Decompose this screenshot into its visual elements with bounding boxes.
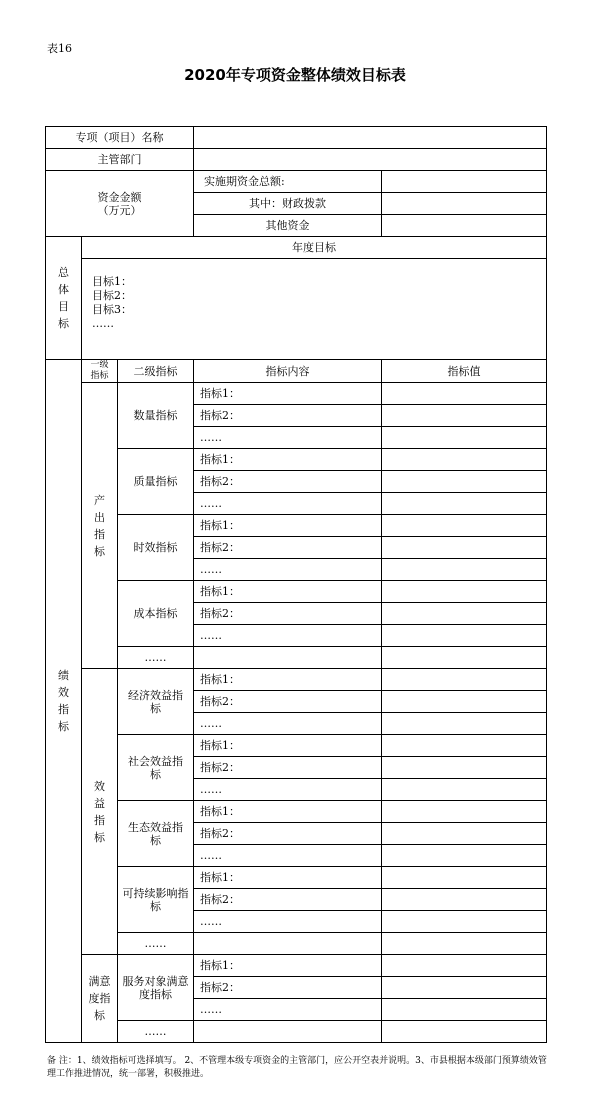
indicator-item: …… — [194, 779, 382, 801]
indicator-item: 指标1： — [194, 515, 382, 537]
indicator-value[interactable] — [382, 911, 547, 933]
indicator-value[interactable] — [382, 845, 547, 867]
indicator-item[interactable] — [194, 647, 382, 669]
indicator-item: 指标1： — [194, 735, 382, 757]
indicator-value[interactable] — [382, 735, 547, 757]
indicator-value[interactable] — [382, 427, 547, 449]
indicator-item: 指标2： — [194, 757, 382, 779]
indicator-value[interactable] — [382, 757, 547, 779]
table-number: 表16 — [47, 42, 72, 55]
sustainability-indicator: 可持续影响指标 — [118, 867, 194, 933]
indicator-item: …… — [194, 999, 382, 1021]
indicator-item: 指标1： — [194, 801, 382, 823]
fiscal-fund-label: 其中：财政拨款 — [194, 193, 382, 215]
indicator-value[interactable] — [382, 383, 547, 405]
indicator-item: 指标1： — [194, 449, 382, 471]
service-satisfaction-indicator: 服务对象满意度指标 — [118, 955, 194, 1021]
footnote: 备 注：1、绩效指标可选择填写。 2、不管理本级专项资金的主管部门，应公开空表并说明。3、市县根据本级部门预算绩效管理工作推进情况，统一部署，积极推进。 — [47, 1056, 547, 1079]
indicator-item: 指标2： — [194, 603, 382, 625]
indicator-item: …… — [194, 845, 382, 867]
benefit-indicator-label: 效益指标 — [82, 669, 118, 955]
indicator-item: …… — [194, 559, 382, 581]
benefit-more: …… — [118, 933, 194, 955]
annual-goal-header: 年度目标 — [82, 237, 547, 259]
indicator-item: …… — [194, 427, 382, 449]
indicator-value[interactable] — [382, 977, 547, 999]
indicator-item: 指标1： — [194, 669, 382, 691]
value-header: 指标值 — [382, 360, 547, 383]
output-indicator-label: 产出指标 — [82, 383, 118, 669]
social-benefit-indicator: 社会效益指标 — [118, 735, 194, 801]
annual-goal-content[interactable] — [82, 259, 547, 360]
document-title: 2020年专项资金整体绩效目标表 — [184, 66, 406, 84]
total-fund-label: 实施期资金总额: — [194, 171, 382, 193]
quality-indicator: 质量指标 — [118, 449, 194, 515]
indicator-value[interactable] — [382, 801, 547, 823]
performance-label: 绩效指标 — [46, 360, 82, 1043]
indicator-value[interactable] — [382, 999, 547, 1021]
indicator-item: 指标2： — [194, 537, 382, 559]
indicator-item: 指标2： — [194, 691, 382, 713]
cost-indicator: 成本指标 — [118, 581, 194, 647]
other-fund-field[interactable] — [382, 215, 547, 237]
ecological-benefit-indicator: 生态效益指标 — [118, 801, 194, 867]
indicator-value[interactable] — [382, 515, 547, 537]
content-header: 指标内容 — [194, 360, 382, 383]
indicator-item: 指标2： — [194, 471, 382, 493]
indicator-value[interactable] — [382, 779, 547, 801]
indicator-item[interactable] — [194, 1021, 382, 1043]
indicator-item: 指标1： — [194, 581, 382, 603]
economic-benefit-indicator: 经济效益指标 — [118, 669, 194, 735]
indicator-value[interactable] — [382, 867, 547, 889]
indicator-item: …… — [194, 625, 382, 647]
indicator-value[interactable] — [382, 405, 547, 427]
indicator-value[interactable] — [382, 823, 547, 845]
satisfaction-more: …… — [118, 1021, 194, 1043]
indicator-value[interactable] — [382, 955, 547, 977]
indicator-value[interactable] — [382, 559, 547, 581]
indicator-value[interactable] — [382, 691, 547, 713]
quantity-indicator: 数量指标 — [118, 383, 194, 449]
indicator-item: 指标1： — [194, 383, 382, 405]
indicator-value[interactable] — [382, 647, 547, 669]
indicator-item: …… — [194, 713, 382, 735]
indicator-value[interactable] — [382, 603, 547, 625]
level2-header: 二级指标 — [118, 360, 194, 383]
project-name-label: 专项（项目）名称 — [46, 127, 194, 149]
goal-line: 目标2： — [92, 289, 132, 302]
other-fund-label: 其他资金 — [194, 215, 382, 237]
total-fund-field[interactable] — [382, 171, 547, 193]
indicator-item: 指标1： — [194, 955, 382, 977]
indicator-value[interactable] — [382, 625, 547, 647]
output-more: …… — [118, 647, 194, 669]
indicator-value[interactable] — [382, 537, 547, 559]
fiscal-fund-field[interactable] — [382, 193, 547, 215]
department-label: 主管部门 — [46, 149, 194, 171]
project-name-field[interactable] — [194, 127, 547, 149]
fund-amount-label: 资金金额 （万元） — [46, 171, 194, 237]
satisfaction-indicator-label: 满意度指标 — [82, 955, 118, 1043]
indicator-item: 指标2： — [194, 823, 382, 845]
indicator-item: 指标1： — [194, 867, 382, 889]
indicator-item: …… — [194, 493, 382, 515]
indicator-value[interactable] — [382, 933, 547, 955]
indicator-value[interactable] — [382, 669, 547, 691]
indicator-item: 指标2： — [194, 977, 382, 999]
timeliness-indicator: 时效指标 — [118, 515, 194, 581]
indicator-item: 指标2： — [194, 405, 382, 427]
goal-line: …… — [92, 317, 114, 330]
indicator-item: …… — [194, 911, 382, 933]
indicator-value[interactable] — [382, 889, 547, 911]
indicator-item: 指标2： — [194, 889, 382, 911]
indicator-item[interactable] — [194, 933, 382, 955]
indicator-value[interactable] — [382, 471, 547, 493]
performance-goal-table — [45, 126, 547, 1043]
goal-line: 目标3： — [92, 303, 132, 316]
indicator-value[interactable] — [382, 493, 547, 515]
indicator-value[interactable] — [382, 713, 547, 735]
overall-goal-label: 总体目标 — [46, 237, 82, 360]
indicator-value[interactable] — [382, 581, 547, 603]
level1-header: 一级指标 — [82, 360, 118, 383]
indicator-value[interactable] — [382, 449, 547, 471]
goal-line: 目标1： — [92, 275, 132, 288]
department-field[interactable] — [194, 149, 547, 171]
indicator-value[interactable] — [382, 1021, 547, 1043]
